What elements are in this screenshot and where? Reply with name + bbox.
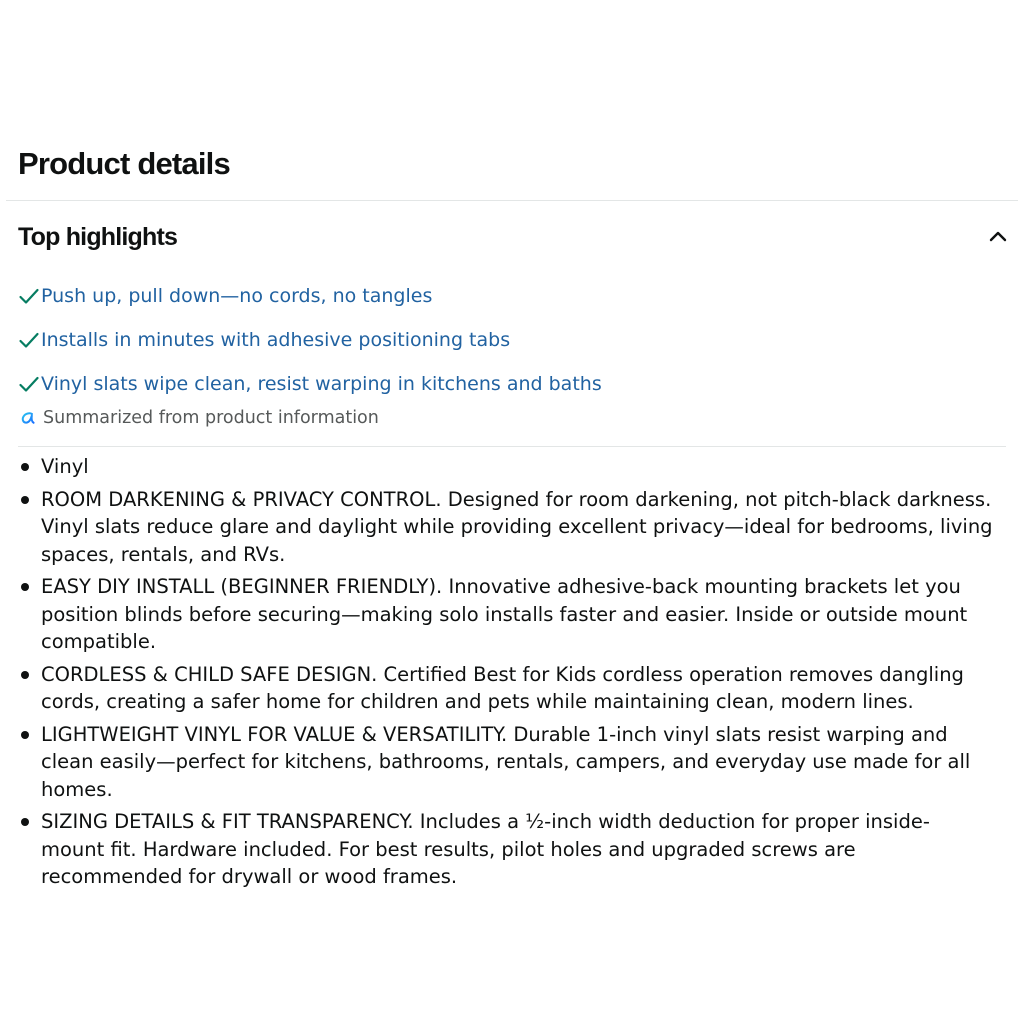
highlight-text: Push up, pull down—no cords, no tangles bbox=[41, 285, 433, 307]
feature-bullet bbox=[18, 573, 993, 656]
feature-bullet-text: EASY DIY INSTALL (BEGINNER FRIENDLY). Innovative adhesive-back mounting brackets let you position blinds before securing—making solo installs faster and easier. Inside or outside mount compatible. bbox=[41, 575, 968, 653]
feature-bullet bbox=[18, 808, 993, 891]
top-highlights-title: Top highlights bbox=[18, 222, 178, 251]
feature-bullet-list bbox=[18, 453, 993, 896]
feature-bullet bbox=[18, 661, 993, 716]
highlight-text: Installs in minutes with adhesive positioning tabs bbox=[41, 329, 511, 351]
feature-bullet bbox=[18, 721, 993, 804]
section-divider bbox=[6, 200, 1018, 201]
bullet-dot-icon bbox=[21, 463, 29, 471]
bullet-dot-icon bbox=[21, 496, 29, 504]
ai-summary-note bbox=[19, 404, 379, 432]
highlight-item bbox=[18, 274, 602, 318]
highlight-item bbox=[18, 362, 602, 406]
check-icon bbox=[18, 285, 40, 307]
chevron-up-icon[interactable] bbox=[986, 225, 1010, 249]
feature-bullet-text: CORDLESS & CHILD SAFE DESIGN. Certified Best for Kids cordless operation removes dangling cords, creating a safer home for children and pets while maintaining clean, modern lines. bbox=[41, 662, 964, 713]
feature-bullet-text: SIZING DETAILS & FIT TRANSPARENCY. Includes a ½-inch width deduction for proper inside-mount fit. Hardware included. For best results, pilot holes and upgraded screws are recommended for drywall or wood frames. bbox=[41, 810, 930, 888]
bullet-dot-icon bbox=[21, 671, 29, 679]
highlight-item bbox=[18, 318, 602, 362]
bullet-dot-icon bbox=[21, 583, 29, 591]
feature-bullet bbox=[18, 453, 993, 481]
check-icon bbox=[18, 373, 40, 395]
ai-sparkle-icon bbox=[19, 409, 37, 427]
section-divider bbox=[18, 446, 1006, 447]
highlights-list bbox=[18, 274, 602, 406]
feature-bullet bbox=[18, 486, 993, 569]
feature-bullet-text: Vinyl bbox=[41, 455, 89, 478]
page-title: Product details bbox=[18, 146, 230, 181]
summary-note-text: Summarized from product information bbox=[43, 408, 379, 428]
feature-bullet-text: ROOM DARKENING & PRIVACY CONTROL. Designed for room darkening, not pitch-black darkness. Vinyl slats reduce glare and daylight while providing excellent privacy—ideal for bedrooms, living spaces, rentals, and RVs. bbox=[41, 487, 993, 566]
bullet-dot-icon bbox=[21, 731, 29, 739]
feature-bullet-text: LIGHTWEIGHT VINYL FOR VALUE & VERSATILITY. Durable 1-inch vinyl slats resist warping and clean easily—perfect for kitchens, bathrooms, rentals, campers, and everyday use made for all homes. bbox=[41, 722, 971, 801]
check-icon bbox=[18, 329, 40, 351]
bullet-dot-icon bbox=[21, 818, 29, 826]
highlight-text: Vinyl slats wipe clean, resist warping in kitchens and baths bbox=[41, 373, 602, 395]
top-highlights-header[interactable] bbox=[18, 220, 1010, 254]
